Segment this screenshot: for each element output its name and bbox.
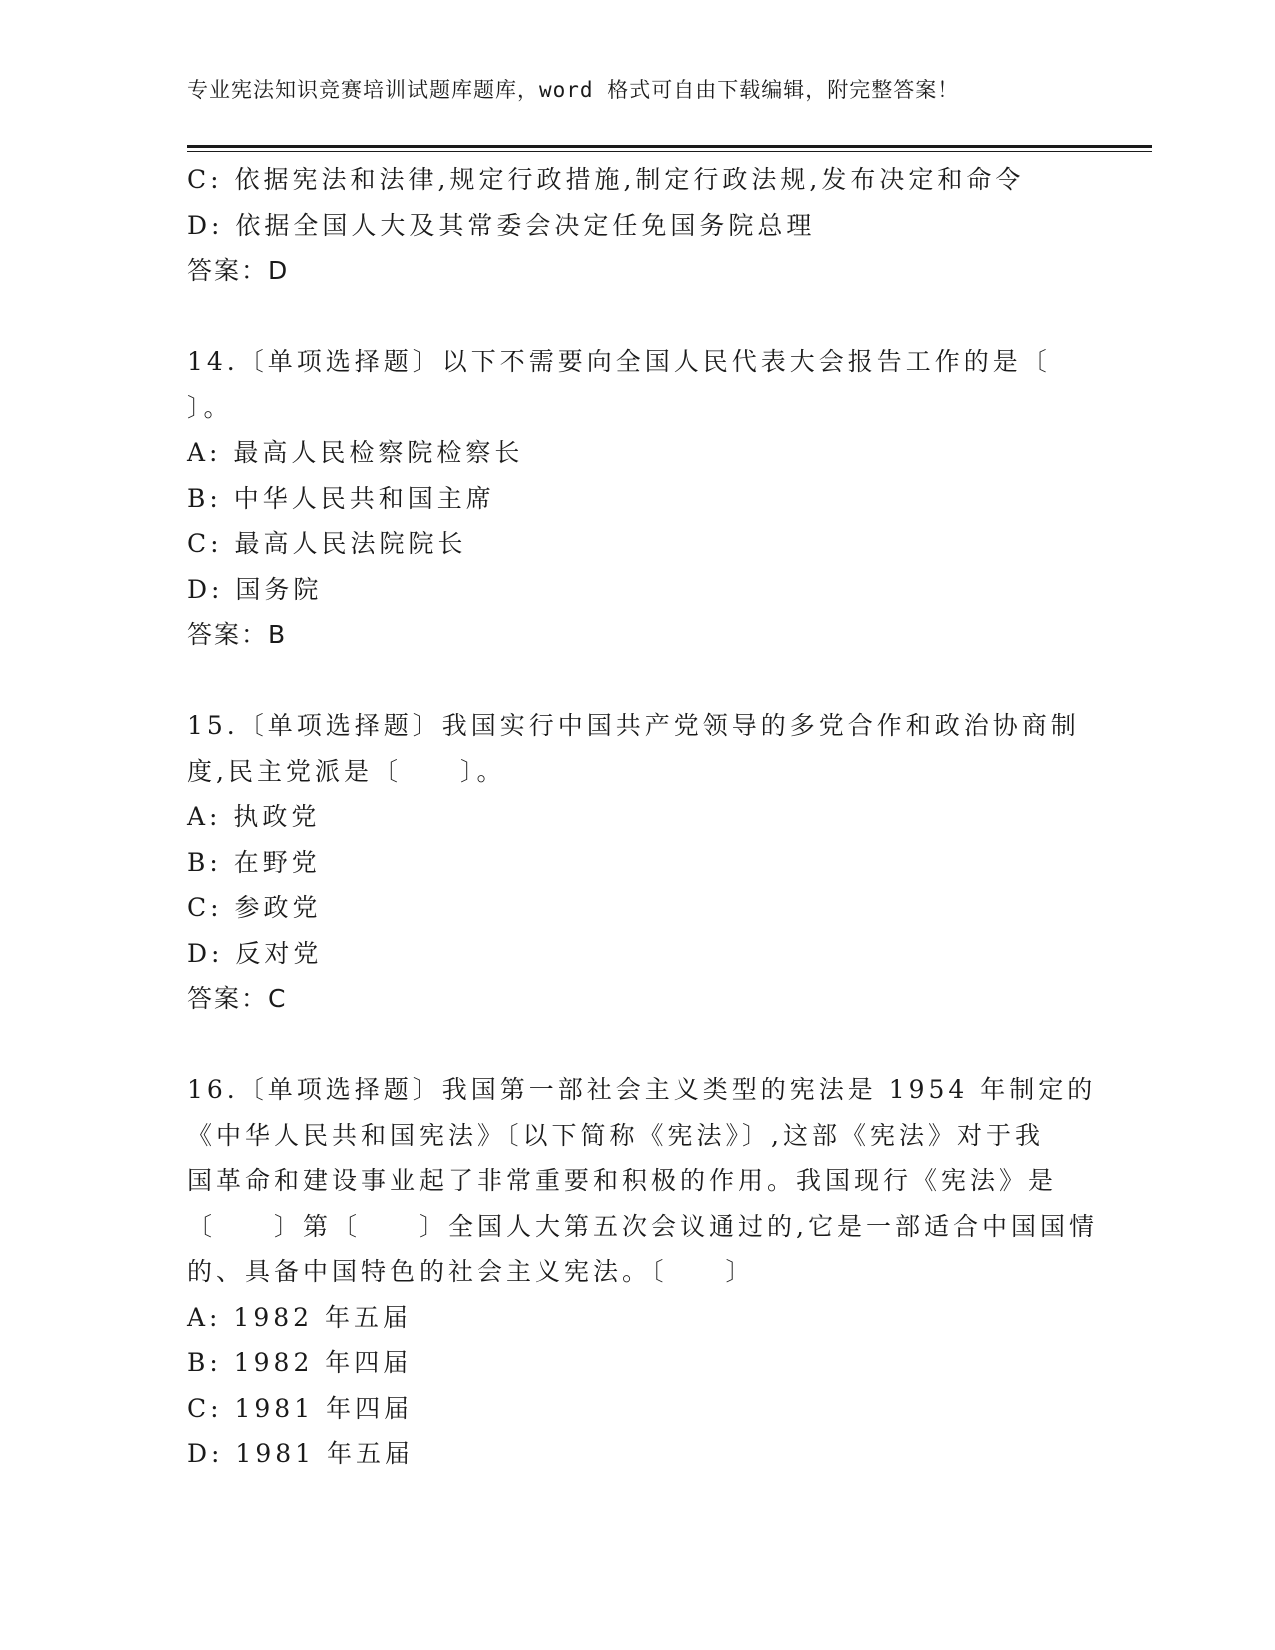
question-stem: 〕。	[187, 392, 233, 422]
option-d: D: 1981 年五届	[187, 1439, 414, 1468]
question-stem: 15.〔单项选择题〕我国实行中国共产党领导的多党合作和政治协商制	[187, 711, 1080, 740]
option-b: B: 中华人民共和国主席	[187, 483, 495, 513]
question-stem: 16.〔单项选择题〕我国第一部社会主义类型的宪法是 1954 年制定的	[187, 1075, 1097, 1104]
answer-line: 答案：C	[187, 984, 288, 1013]
spacer	[187, 294, 1082, 340]
header-rule-thin	[187, 151, 1152, 152]
question-stem: 度,民主党派是〔 〕。	[187, 756, 506, 786]
question-stem: 〔 〕第〔 〕全国人大第五次会议通过的,它是一部适合中国国情	[187, 1211, 1098, 1241]
question-15	[187, 703, 1082, 1022]
option-c: C: 参政党	[187, 893, 322, 922]
option-c: C: 1981 年四届	[187, 1393, 414, 1423]
spacer	[187, 658, 1082, 704]
question-stem: 国革命和建设事业起了非常重要和积极的作用。我国现行《宪法》是	[187, 1166, 1058, 1195]
option-a: A: 执政党	[187, 802, 321, 831]
option-b: B: 在野党	[187, 847, 321, 877]
spacer	[187, 1022, 1082, 1068]
answer-line: 答案：B	[187, 620, 288, 649]
question-14	[187, 339, 1082, 658]
page-header: 专业宪法知识竞赛培训试题库题库，word 格式可自由下载编辑，附完整答案！	[187, 78, 960, 102]
question-stem: 14.〔单项选择题〕以下不需要向全国人民代表大会报告工作的是〔	[187, 347, 1051, 376]
option-d: D: 国务院	[187, 574, 323, 604]
option-b: B: 1982 年四届	[187, 1348, 413, 1377]
question-content	[187, 157, 1098, 1477]
question-13-tail	[187, 157, 1082, 294]
option-c: C: 依据宪法和法律,规定行政措施,制定行政法规,发布决定和命令	[187, 165, 1025, 194]
header-rule-thick	[187, 145, 1152, 148]
option-c: C: 最高人民法院院长	[187, 529, 467, 558]
option-d: D: 反对党	[187, 938, 323, 968]
answer-line: 答案：D	[187, 256, 290, 285]
option-a: A: 最高人民检察院检察长	[187, 438, 524, 467]
option-a: A: 1982 年五届	[187, 1302, 412, 1332]
question-stem: 的、具备中国特色的社会主义宪法。〔 〕	[187, 1257, 755, 1286]
option-d: D: 依据全国人大及其常委会决定任免国务院总理	[187, 210, 816, 240]
question-16	[187, 1067, 1098, 1477]
question-stem: 《中华人民共和国宪法》〔以下简称《宪法》〕,这部《宪法》对于我	[187, 1120, 1044, 1150]
